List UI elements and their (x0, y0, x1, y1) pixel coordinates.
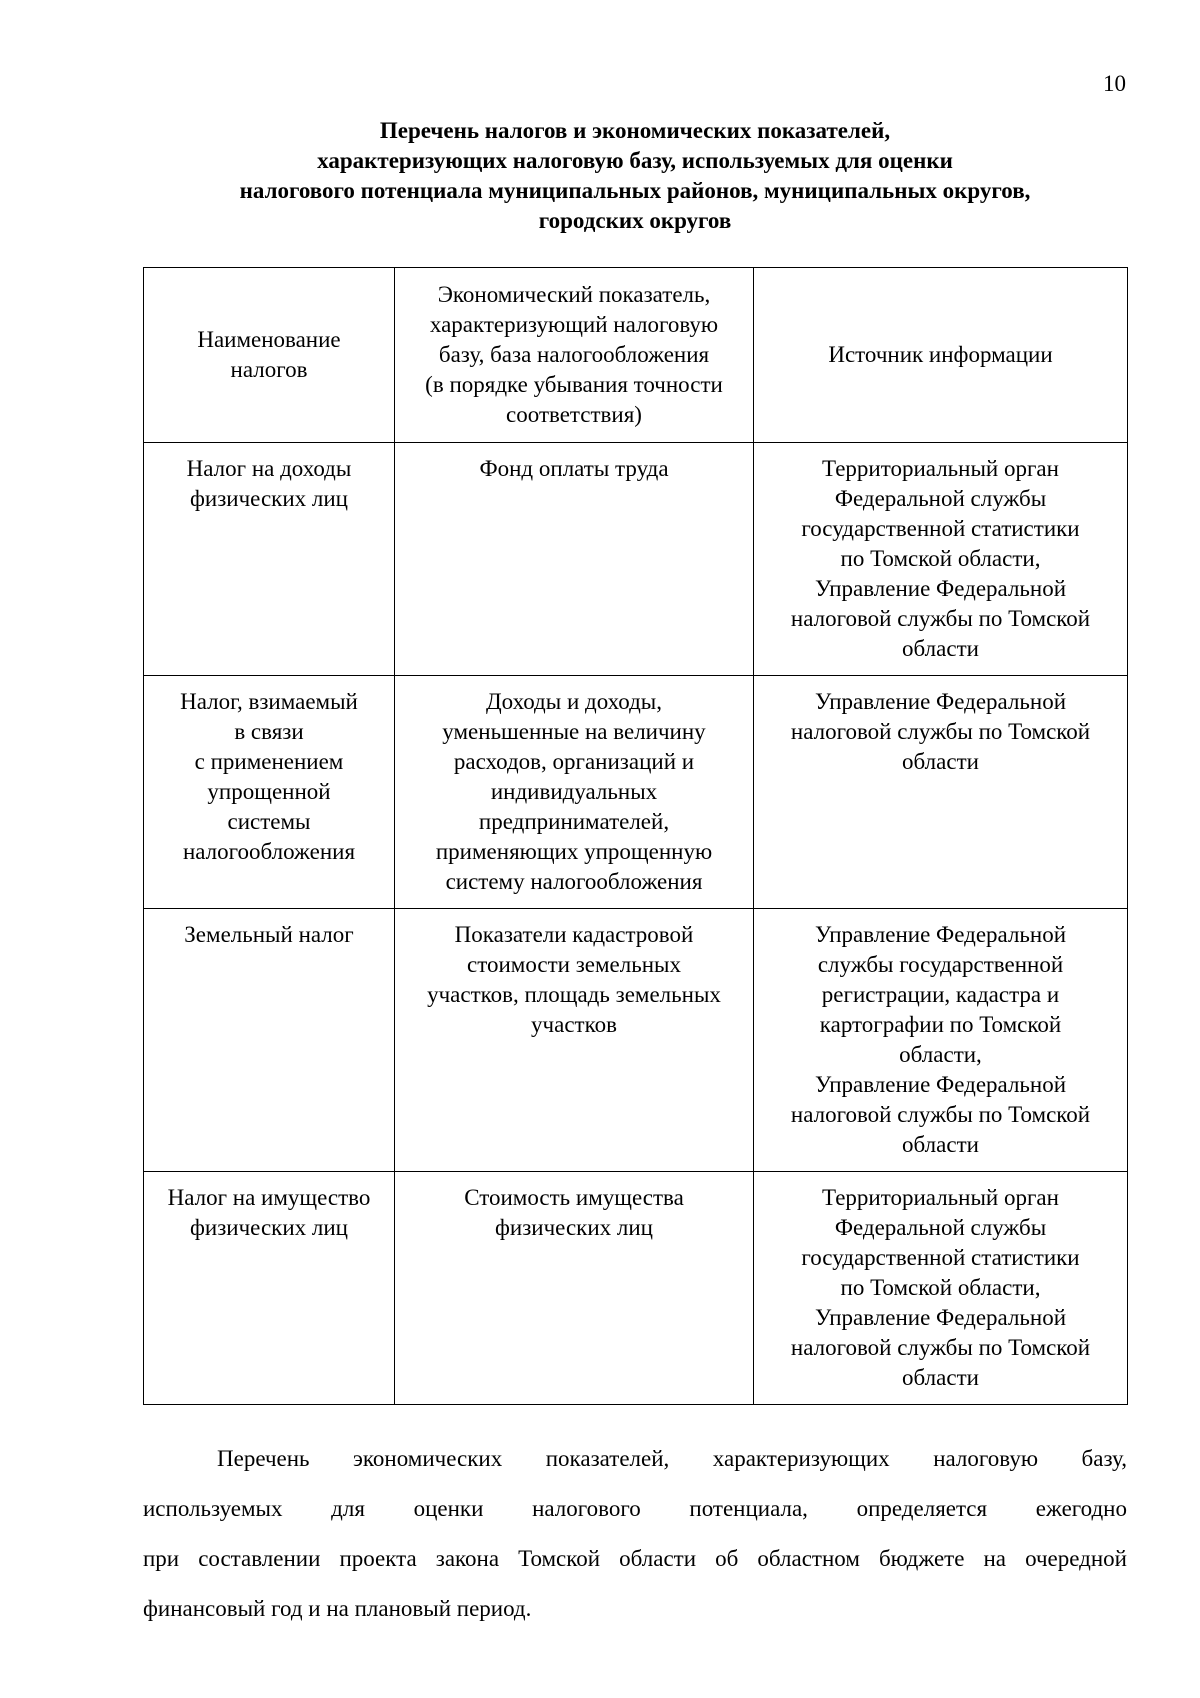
cell-line: Управление Федеральной (814, 1072, 1067, 1097)
cell-line: участков (531, 1012, 617, 1037)
cell-line: в связи (234, 719, 304, 744)
cell-line: физических лиц (190, 486, 348, 511)
cell-line: систему налогообложения (445, 869, 703, 894)
cell-economic-indicator (395, 676, 754, 909)
header-economic-indicator (395, 268, 754, 443)
cell-line: Стоимость имущества (464, 1185, 684, 1210)
table-row (144, 909, 1128, 1172)
cell-line: Фонд оплаты труда (479, 456, 669, 481)
cell-line: налоговой службы по Томской (790, 1335, 1091, 1360)
cell-line: Управление Федеральной (814, 576, 1067, 601)
cell-line: Территориальный орган (822, 1185, 1059, 1210)
cell-line: предпринимателей, (478, 809, 670, 834)
cell-line: налоговой службы по Томской (790, 719, 1091, 744)
header-tax-name (144, 268, 395, 443)
cell-line: стоимости земельных (467, 952, 681, 977)
cell-line: Доходы и доходы, (485, 689, 663, 714)
paragraph-line: финансовый год и на плановый период. (143, 1596, 532, 1621)
cell-line: Управление Федеральной (814, 689, 1067, 714)
cell-line: Территориальный орган (822, 456, 1059, 481)
cell-line: Федеральной службы (834, 486, 1047, 511)
cell-line: картографии по Томской (819, 1012, 1062, 1037)
header-line: Экономический показатель, (437, 282, 711, 307)
paragraph-line: при составлении проекта закона Томской области об областном бюджете на очередной (143, 1546, 1127, 1571)
header-line: налогов (230, 357, 308, 382)
cell-line: Налог, взимаемый (180, 689, 358, 714)
tax-indicators-table (143, 267, 1128, 1405)
cell-line: Показатели кадастровой (454, 922, 694, 947)
cell-line: физических лиц (190, 1215, 348, 1240)
title-line: характеризующих налоговую базу, используемых для оценки (317, 148, 953, 173)
header-line: характеризующий налоговую (429, 312, 719, 337)
cell-line: налогообложения (182, 839, 356, 864)
cell-info-source (754, 676, 1128, 909)
cell-line: регистрации, кадастра и (821, 982, 1060, 1007)
title-line: Перечень налогов и экономических показателей, (379, 118, 891, 143)
title-line: налогового потенциала муниципальных районов, муниципальных округов, (239, 178, 1031, 203)
table-header-row (144, 268, 1128, 443)
cell-tax-name (144, 1172, 395, 1405)
header-line: (в порядке убывания точности (425, 372, 723, 397)
header-line: Наименование (197, 327, 341, 352)
paragraph-line: используемых для оценки налогового потенциала, определяется ежегодно (143, 1496, 1127, 1521)
cell-line: области (902, 1365, 979, 1390)
cell-tax-name (144, 909, 395, 1172)
cell-info-source (754, 443, 1128, 676)
cell-line: Земельный налог (184, 922, 354, 947)
cell-line: физических лиц (495, 1215, 653, 1240)
title-line: городских округов (538, 208, 732, 233)
cell-line: упрощенной (207, 779, 331, 804)
table-row (144, 676, 1128, 909)
cell-line: Федеральной службы (834, 1215, 1047, 1240)
cell-tax-name (144, 676, 395, 909)
cell-line: по Томской области, (840, 546, 1041, 571)
cell-line: государственной статистики (801, 1245, 1080, 1270)
cell-line: с применением (194, 749, 344, 774)
cell-line: участков, площадь земельных (427, 982, 721, 1007)
body-paragraph (143, 1434, 1127, 1634)
header-line: Источник информации (828, 342, 1053, 367)
cell-economic-indicator (395, 909, 754, 1172)
cell-line: по Томской области, (840, 1275, 1041, 1300)
cell-tax-name (144, 443, 395, 676)
cell-info-source (754, 1172, 1128, 1405)
cell-economic-indicator (395, 1172, 754, 1405)
cell-line: налоговой службы по Томской (790, 606, 1091, 631)
cell-economic-indicator (395, 443, 754, 676)
header-line: соответствия) (506, 402, 642, 427)
cell-line: Налог на доходы (186, 456, 352, 481)
cell-line: области, (899, 1042, 982, 1067)
cell-line: области (902, 1132, 979, 1157)
cell-line: службы государственной (817, 952, 1064, 977)
cell-line: индивидуальных (490, 779, 658, 804)
cell-line: Управление Федеральной (814, 922, 1067, 947)
cell-line: области (902, 749, 979, 774)
page-number: 10 (1103, 71, 1126, 96)
header-line: базу, база налогообложения (438, 342, 710, 367)
cell-line: применяющих упрощенную (435, 839, 713, 864)
table-row (144, 443, 1128, 676)
cell-line: уменьшенные на величину (442, 719, 706, 744)
cell-line: Управление Федеральной (814, 1305, 1067, 1330)
table-row (144, 1172, 1128, 1405)
cell-info-source (754, 909, 1128, 1172)
document-title (120, 116, 1150, 236)
header-info-source (754, 268, 1128, 443)
cell-line: области (902, 636, 979, 661)
cell-line: Налог на имущество (167, 1185, 371, 1210)
cell-line: налоговой службы по Томской (790, 1102, 1091, 1127)
cell-line: государственной статистики (801, 516, 1080, 541)
cell-line: расходов, организаций и (453, 749, 695, 774)
paragraph-line: Перечень экономических показателей, характеризующих налоговую базу, (217, 1446, 1127, 1471)
cell-line: системы (227, 809, 311, 834)
